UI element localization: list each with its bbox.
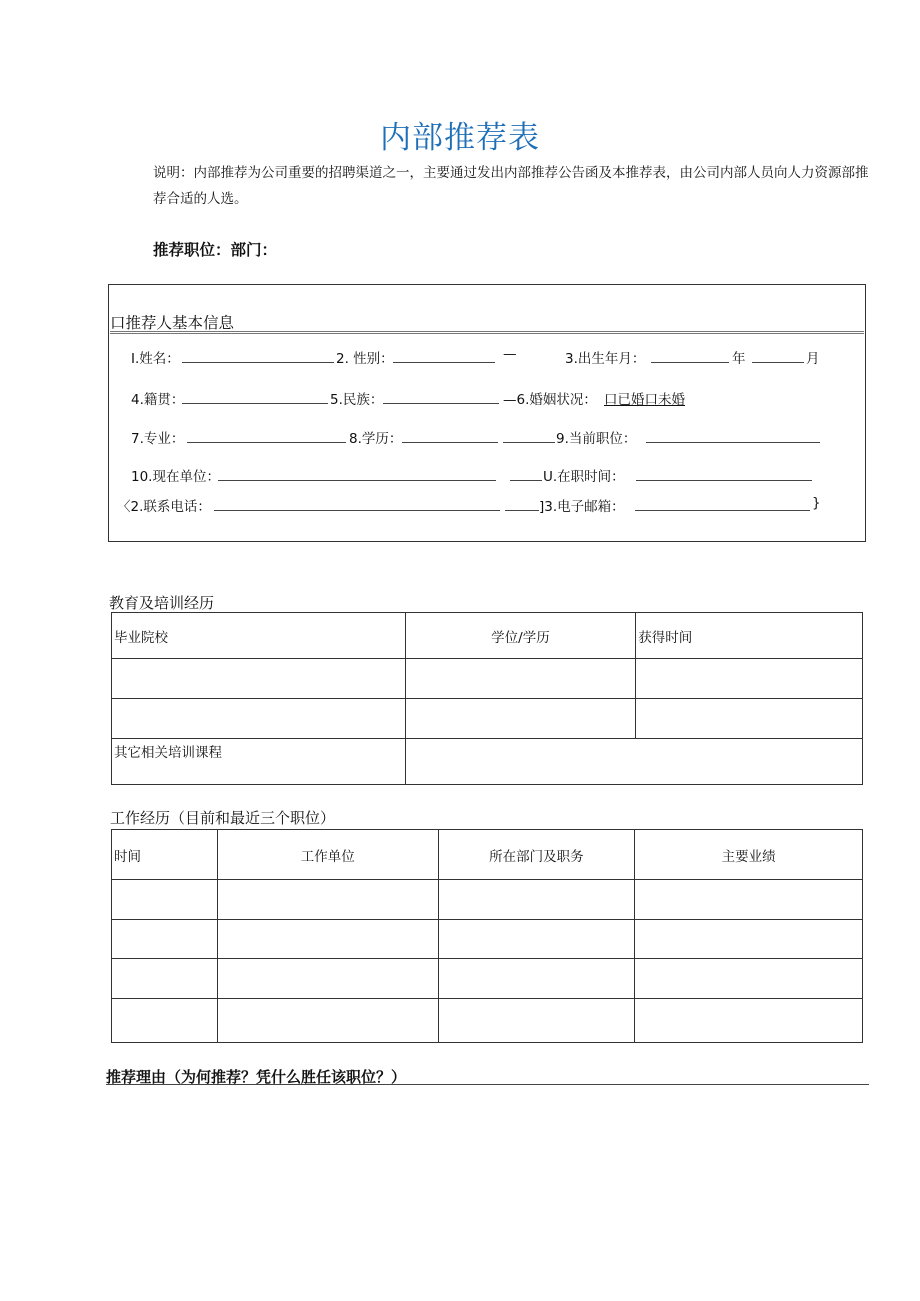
degree-cell[interactable] (405, 659, 636, 699)
other-training-label: 其它相关培训课程 (112, 739, 406, 785)
native-label: 4.籍贯： (131, 392, 185, 408)
education-label: 8.学历： (349, 431, 403, 447)
gender-label: 2. 性别： (336, 351, 394, 367)
name-label: I.姓名： (131, 351, 180, 367)
work-heading: 工作经历（目前和最近三个职位） (110, 809, 336, 827)
page-title: 内部推荐表 (380, 120, 540, 156)
cell[interactable] (217, 880, 438, 920)
gender-field[interactable] (393, 362, 495, 363)
employer-label: 10.现在单位： (131, 469, 220, 485)
header-school: 毕业院校 (112, 613, 406, 659)
table-row (112, 880, 863, 920)
table-row (112, 830, 863, 880)
birth-month-field[interactable] (752, 362, 804, 363)
cell[interactable] (635, 880, 863, 920)
phone-field[interactable] (214, 510, 500, 511)
cell[interactable] (112, 959, 218, 999)
reason-divider (106, 1084, 869, 1085)
education-extra-field[interactable] (503, 442, 555, 443)
description: 说明：内部推荐为公司重要的招聘渠道之一，主要通过发出内部推荐公告函及本推荐表，由公司内部人员向人力资源部推荐合适的人选。 (153, 165, 869, 207)
school-cell[interactable] (112, 659, 406, 699)
table-row (112, 739, 863, 785)
date-cell[interactable] (636, 699, 863, 739)
phone-label: 〈2.联系电话： (117, 499, 211, 515)
cell[interactable] (112, 880, 218, 920)
table-row (112, 999, 863, 1043)
birth-label: 3.出生年月： (565, 351, 646, 367)
name-field[interactable] (182, 362, 334, 363)
school-cell[interactable] (112, 699, 406, 739)
dash-mark: — (503, 346, 517, 362)
table-row (112, 920, 863, 959)
table-row (112, 699, 863, 739)
cell[interactable] (438, 999, 635, 1043)
cell[interactable] (438, 920, 635, 959)
employer-field[interactable] (218, 480, 496, 481)
ethnicity-label: 5.民族： (330, 392, 384, 408)
header-achievement: 主要业绩 (635, 830, 863, 880)
heading-divider (110, 331, 864, 334)
other-training-cell[interactable] (405, 739, 862, 785)
major-label: 7.专业： (131, 431, 185, 447)
year-label: 年 (732, 351, 746, 367)
tenure-label: U.在职时间： (543, 469, 625, 485)
cell[interactable] (635, 959, 863, 999)
current-position-field[interactable] (646, 442, 820, 443)
header-date: 获得时间 (636, 613, 863, 659)
email-label: ]3.电子邮箱： (539, 499, 625, 515)
education-heading: 教育及培训经历 (109, 594, 215, 612)
education-table (111, 612, 863, 785)
email-field[interactable] (635, 510, 810, 511)
reason-heading: 推荐理由（为何推荐？凭什么胜任该职位？） (106, 1068, 407, 1086)
header-degree: 学位/学历 (405, 613, 636, 659)
table-row (112, 959, 863, 999)
table-row (112, 659, 863, 699)
major-field[interactable] (187, 442, 346, 443)
header-employer: 工作单位 (217, 830, 438, 880)
employer-extra-field[interactable] (510, 480, 542, 481)
cell[interactable] (112, 999, 218, 1043)
header-time: 时间 (112, 830, 218, 880)
cell[interactable] (438, 959, 635, 999)
table-row (112, 613, 863, 659)
email-brace: } (812, 495, 821, 511)
header-dept: 所在部门及职务 (438, 830, 635, 880)
degree-cell[interactable] (405, 699, 636, 739)
position-line: 推荐职位：部门： (153, 241, 278, 259)
cell[interactable] (217, 999, 438, 1043)
work-table (111, 829, 863, 1043)
education-field[interactable] (402, 442, 498, 443)
cell[interactable] (217, 920, 438, 959)
cell[interactable] (217, 959, 438, 999)
birth-year-field[interactable] (651, 362, 729, 363)
native-field[interactable] (182, 403, 328, 404)
tenure-field[interactable] (636, 480, 812, 481)
cell[interactable] (112, 920, 218, 959)
current-position-label: 9.当前职位： (556, 431, 637, 447)
phone-extra-field[interactable] (505, 510, 539, 511)
date-cell[interactable] (636, 659, 863, 699)
month-label: 月 (806, 351, 820, 367)
cell[interactable] (438, 880, 635, 920)
cell[interactable] (635, 920, 863, 959)
cell[interactable] (635, 999, 863, 1043)
marital-options[interactable]: 口已婚口未婚 (604, 392, 685, 408)
marital-label: —6.婚姻状况： (503, 392, 597, 408)
basic-info-heading: 口推荐人基本信息 (110, 314, 235, 332)
ethnicity-field[interactable] (383, 403, 499, 404)
